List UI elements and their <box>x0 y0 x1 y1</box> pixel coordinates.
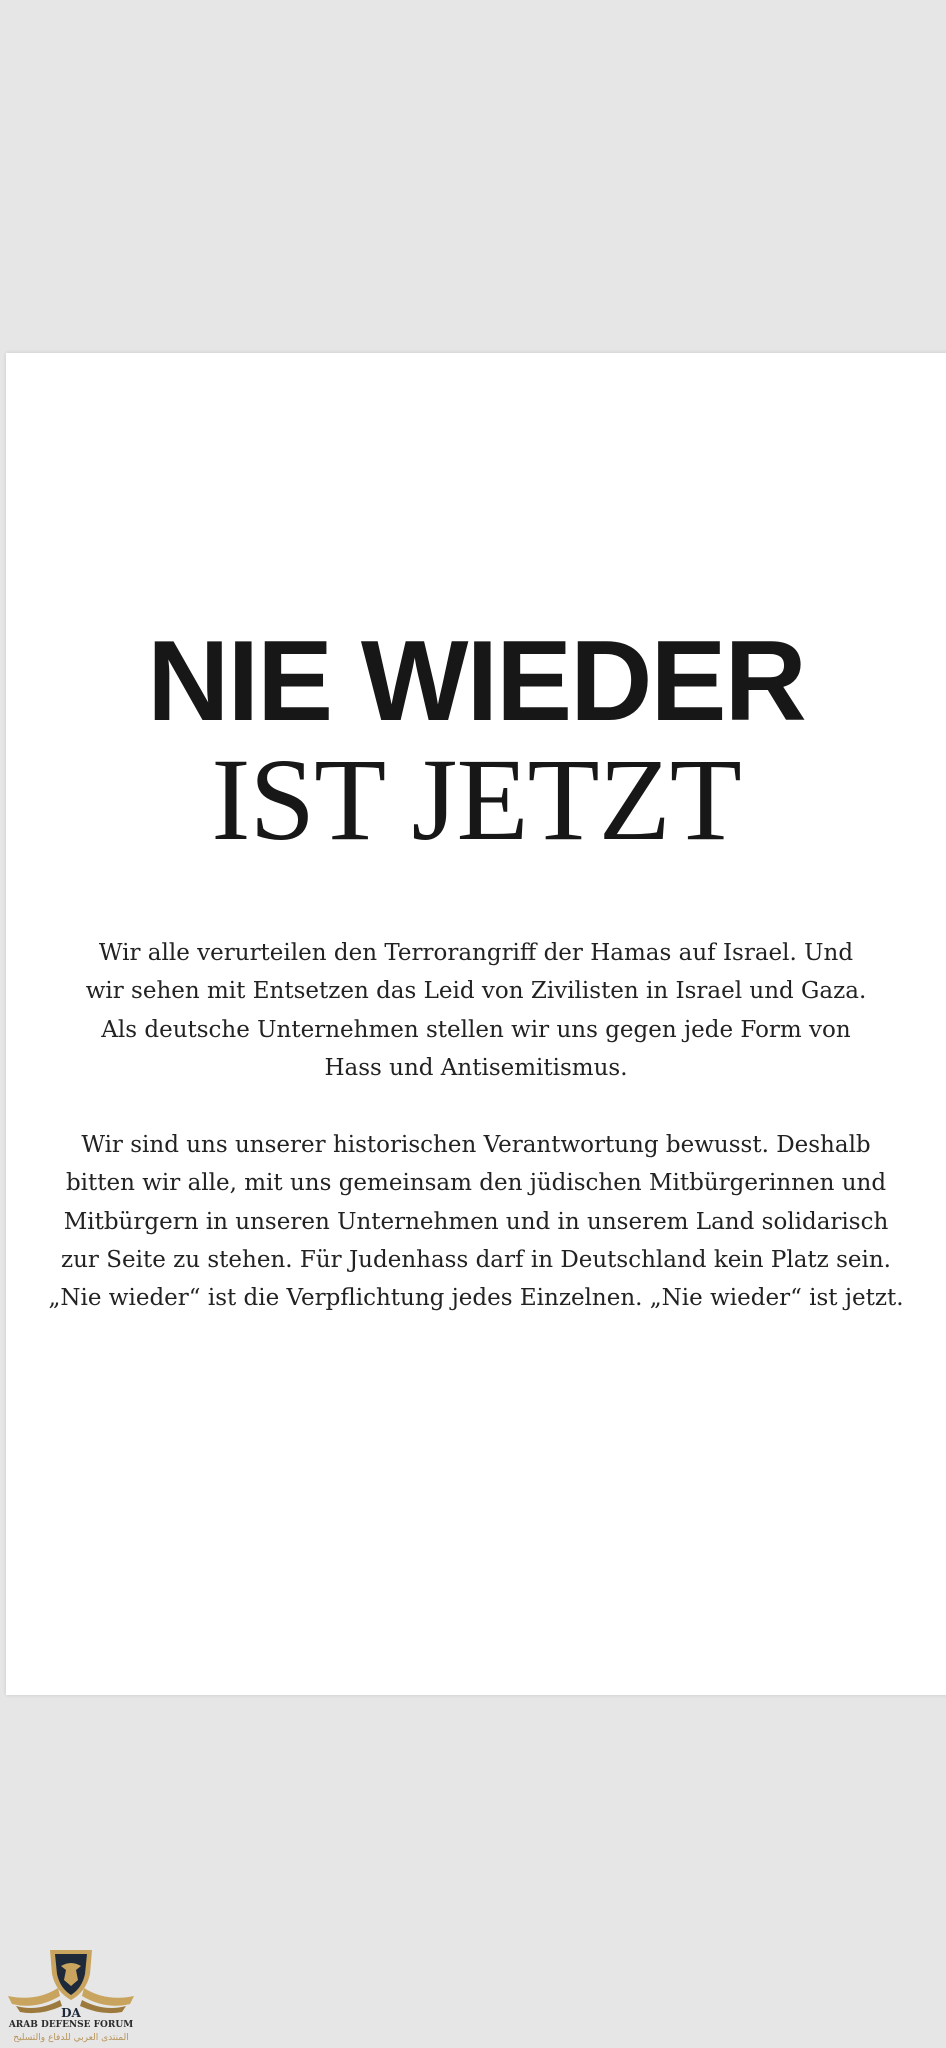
paragraph-line: zur Seite zu stehen. Für Judenhass darf in Deutschland kein Platz sein. <box>61 1246 891 1273</box>
paragraph-1 <box>46 934 906 1087</box>
headline-line-1: NIE WIEDER <box>147 618 805 745</box>
paragraph-line: „Nie wieder“ ist die Verpflichtung jedes Einzelnen. „Nie wieder“ ist jetzt. <box>48 1285 904 1312</box>
headline-line-2: IST JETZT <box>211 734 741 865</box>
paragraph-line: Hass und Antisemitismus. <box>324 1054 628 1081</box>
paragraph-line: Mitbürgern in unseren Unternehmen und in unserem Land solidarisch <box>63 1208 889 1235</box>
paragraph-line: Wir alle verurteilen den Terrorangriff der Hamas auf Israel. Und <box>98 940 854 966</box>
ad-page <box>6 353 946 1695</box>
eagle-shield-logo-icon <box>6 1944 136 2020</box>
logo-name-arabic: المنتدى العربي للدفاع والتسليح <box>13 2033 129 2043</box>
paragraph-line: Als deutsche Unternehmen stellen wir uns gegen jede Form von <box>101 1016 851 1043</box>
paragraph-line: wir sehen mit Entsetzen das Leid von Zivilisten in Israel und Gaza. <box>85 978 867 1005</box>
logo-monogram: DA <box>61 2006 81 2020</box>
logo-name: ARAB DEFENSE FORUM <box>8 2020 134 2030</box>
arab-defense-forum-watermark <box>6 1944 136 2048</box>
paragraph-line: Wir sind uns unserer historischen Verantwortung bewusst. Deshalb <box>81 1132 871 1158</box>
paragraph-2 <box>46 1126 906 1317</box>
paragraph-line: bitten wir alle, mit uns gemeinsam den jüdischen Mitbürgerinnen und <box>65 1170 887 1197</box>
